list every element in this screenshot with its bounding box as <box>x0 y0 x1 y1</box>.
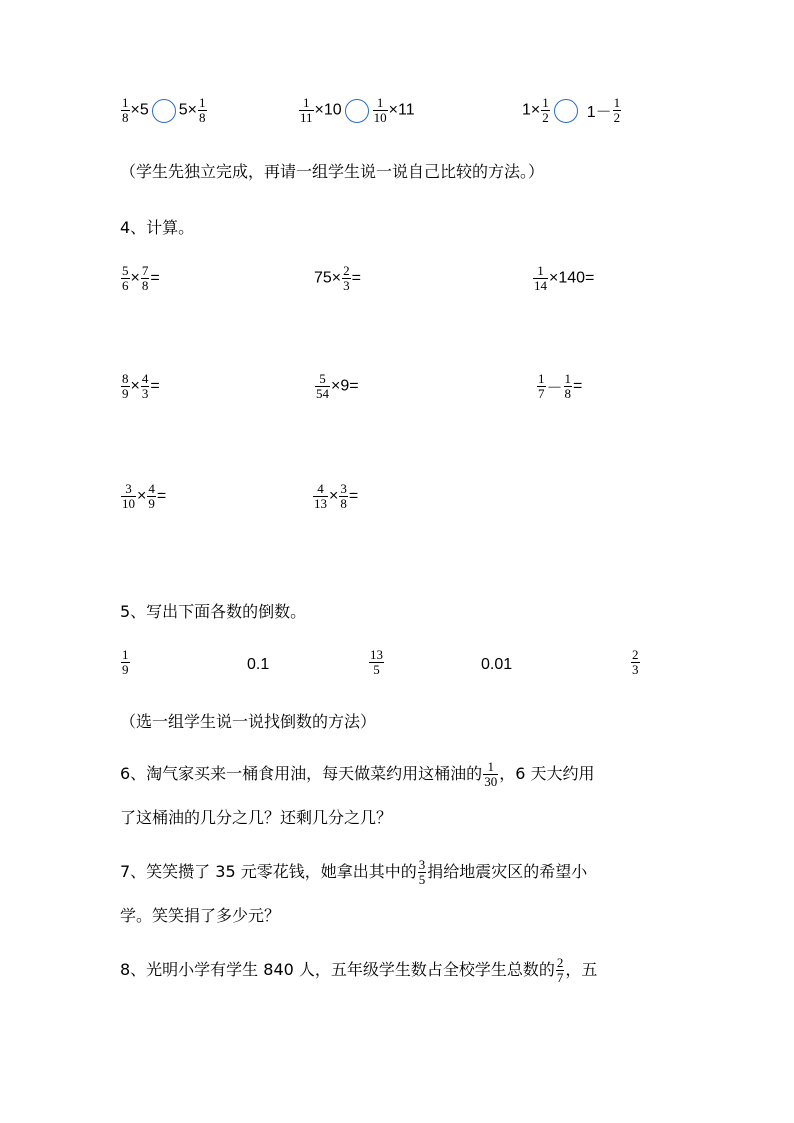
compare-row: $\frac{1}{8}$ ×5 5× $\frac{1}{8}$ <box>122 95 206 125</box>
fraction: $\frac{1}{8}$ <box>122 95 129 125</box>
calc-item: $\frac{4}{13}$ × $\frac{3}{8}$ = <box>314 481 359 511</box>
fraction: $\frac{1}{30}$ <box>484 759 498 789</box>
q7-line1: 7、笑笑攒了 35 元零花钱，她拿出其中的 $\frac{3}{5}$ 捐给地震灾区的希望小 <box>120 857 588 887</box>
reciprocal-item: $\frac{13}{5}$ <box>370 647 383 677</box>
q6-line1: 6、淘气家买来一桶食用油，每天做菜约用这桶油的 $\frac{1}{30}$ ，6 天大约用 <box>120 759 595 789</box>
fraction: $\frac{1}{11}$ <box>300 95 313 125</box>
fraction: $\frac{3}{5}$ <box>418 857 426 887</box>
compare-row: $\frac{1}{11}$ ×10 $\frac{1}{10}$ ×11 <box>300 95 415 125</box>
calc-item: $\frac{8}{9}$ × $\frac{4}{3}$ = <box>122 371 160 401</box>
fraction: $\frac{1}{8}$ <box>199 95 206 125</box>
q3-note: （学生先独立完成，再请一组学生说一说自己比较的方法。） <box>120 162 545 181</box>
fraction: $\frac{1}{10}$ <box>373 95 387 125</box>
q7-line2: 学。笑笑捐了多少元？ <box>120 906 281 925</box>
fraction: $\frac{1}{2}$ <box>542 95 549 125</box>
calc-item: $\frac{5}{6}$ × $\frac{7}{8}$ = <box>122 263 160 293</box>
q6-line2: 了这桶油的几分之几？还剩几分之几？ <box>120 808 393 827</box>
reciprocal-item: 0.01 <box>481 656 513 673</box>
compare-circle-1[interactable] <box>152 99 176 123</box>
reciprocal-item: $\frac{2}{3}$ <box>632 647 639 677</box>
q4-title: 4、计算。 <box>120 218 195 237</box>
calc-item: $\frac{3}{10}$ × $\frac{4}{9}$ = <box>122 481 167 511</box>
q5-title: 5、写出下面各数的倒数。 <box>120 602 307 621</box>
reciprocal-item: $\frac{1}{9}$ <box>122 647 129 677</box>
compare-circle-2[interactable] <box>345 99 369 123</box>
calc-item: 75× $\frac{2}{3}$ = <box>314 263 361 293</box>
q5-note: （选一组学生说一说找倒数的方法） <box>120 712 377 731</box>
fraction: $\frac{2}{7}$ <box>556 955 564 985</box>
compare-row: 1× $\frac{1}{2}$ 1－ $\frac{1}{2}$ <box>522 95 621 125</box>
calc-item: $\frac{1}{14}$ ×140= <box>534 263 595 293</box>
q8-line1: 8、光明小学有学生 840 人，五年级学生数占全校学生总数的 $\frac{2}{7}$ ，五 <box>120 955 598 985</box>
reciprocal-item: 0.1 <box>247 656 270 673</box>
calc-item: $\frac{5}{54}$ ×9= <box>316 371 359 401</box>
compare-circle-3[interactable] <box>554 99 578 123</box>
fraction: $\frac{1}{2}$ <box>613 95 621 125</box>
calc-item: $\frac{1}{7}$ － $\frac{1}{8}$ = <box>538 371 583 401</box>
